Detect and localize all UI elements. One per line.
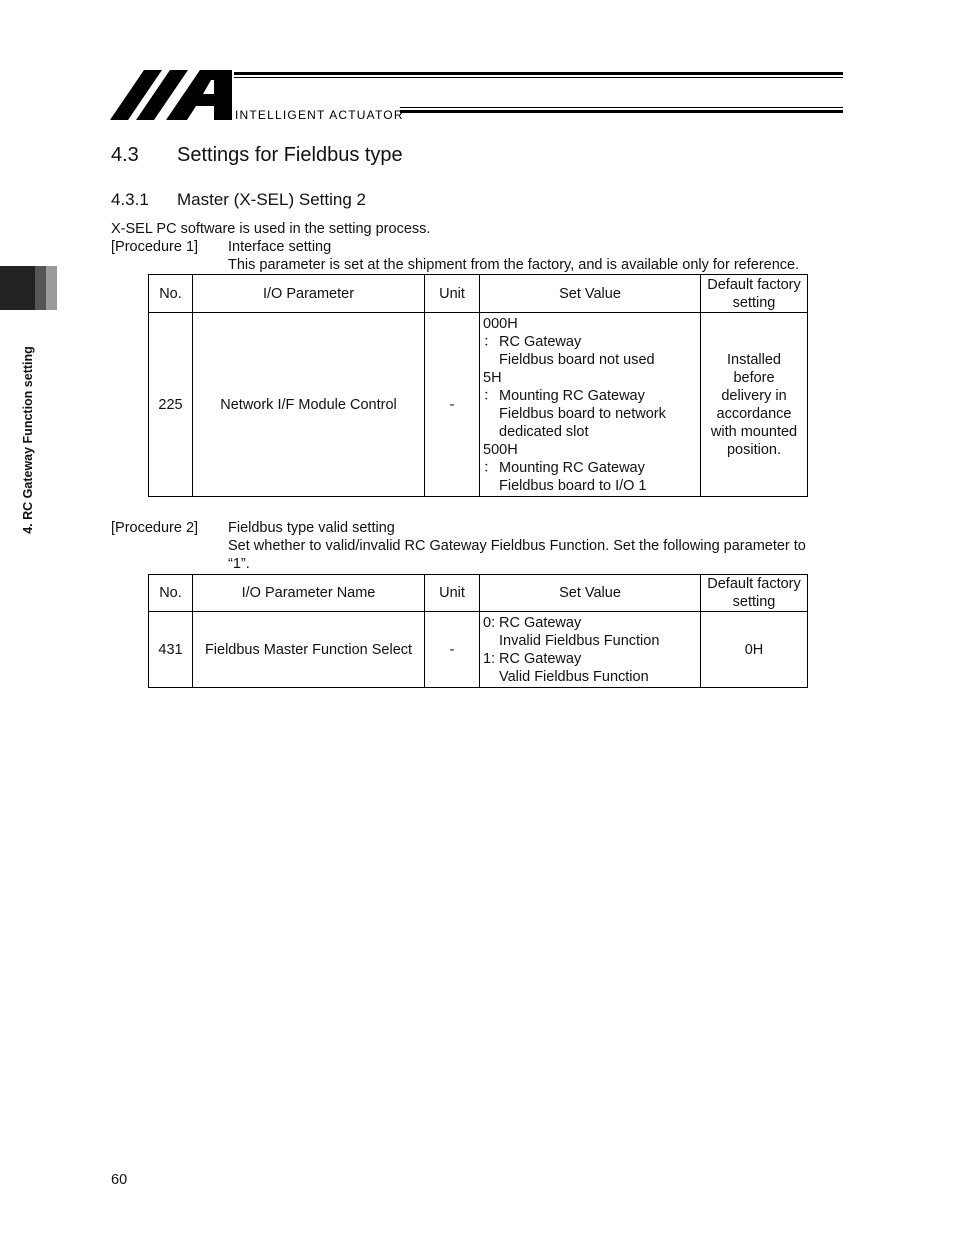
set-value-option [483, 614, 700, 632]
set-value-key: ： [483, 334, 498, 350]
parameter-table-2 [148, 574, 808, 688]
cell-parameter: Fieldbus Master Function Select [193, 612, 425, 688]
default-line: Installed [726, 351, 781, 368]
set-value-key: 0: [483, 615, 496, 631]
iai-logo [110, 68, 234, 122]
cell-unit: - [425, 313, 480, 497]
section-title: Settings for Fieldbus type [177, 144, 403, 166]
set-value-code: 5H [483, 370, 502, 386]
table-row [149, 313, 808, 497]
header-no: No. [149, 575, 193, 612]
set-value-detail: Fieldbus board not used [499, 352, 655, 368]
set-value-text: RC Gateway [499, 615, 582, 631]
set-value-option [483, 333, 700, 351]
header-io-parameter: I/O Parameter [193, 275, 425, 313]
procedure2-label: [Procedure 2] [111, 520, 199, 536]
header-rule-top-2 [234, 77, 843, 78]
set-value-text: RC Gateway [499, 334, 582, 350]
set-value-detail: Valid Fieldbus Function [499, 669, 649, 685]
set-value-detail: Invalid Fieldbus Function [499, 633, 660, 649]
set-value-key: ： [483, 460, 498, 476]
procedure2-description-line1: Set whether to valid/invalid RC Gateway Fieldbus Function. Set the following parameter to [228, 538, 806, 554]
header-set-value: Set Value [480, 575, 701, 612]
header-rule-bottom-2 [400, 110, 843, 113]
cell-set-value [480, 313, 701, 497]
subsection-title: Master (X-SEL) Setting 2 [177, 190, 366, 209]
header-no: No. [149, 275, 193, 313]
default-line: accordance [716, 405, 792, 422]
header-default: Default factory setting [701, 275, 808, 313]
table-header-row [149, 575, 808, 612]
set-value-code: 000H [483, 316, 518, 332]
chapter-tab-block [0, 266, 57, 310]
set-value-text: Mounting RC Gateway [499, 388, 645, 404]
set-value-detail: dedicated slot [499, 424, 589, 440]
set-value-code: 500H [483, 442, 518, 458]
cell-default [701, 313, 808, 497]
default-line: before [733, 369, 775, 386]
intro-text: X-SEL PC software is used in the setting process. [111, 221, 431, 237]
procedure1-label: [Procedure 1] [111, 239, 199, 255]
cell-unit: - [425, 612, 480, 688]
set-value-detail: Fieldbus board to I/O 1 [499, 478, 647, 494]
subsection-number: 4.3.1 [111, 190, 149, 209]
default-line: with mounted [710, 423, 798, 440]
set-value-detail: Fieldbus board to network [499, 406, 666, 422]
set-value-option [483, 459, 700, 477]
procedure1-description: This parameter is set at the shipment from the factory, and is available only for reference. [228, 257, 800, 273]
parameter-table-1 [148, 274, 808, 497]
chapter-tab-label: 4. RC Gateway Function setting [21, 346, 35, 534]
page-number: 60 [111, 1172, 128, 1188]
table-row [149, 612, 808, 688]
set-value-text: Mounting RC Gateway [499, 460, 645, 476]
brand-text: INTELLIGENT ACTUATOR [235, 108, 404, 122]
header-io-parameter-name: I/O Parameter Name [193, 575, 425, 612]
procedure2-title: Fieldbus type valid setting [228, 520, 395, 536]
default-line: position. [726, 441, 781, 458]
cell-no: 431 [149, 612, 193, 688]
cell-no: 225 [149, 313, 193, 497]
default-line: delivery in [721, 387, 787, 404]
cell-parameter: Network I/F Module Control [193, 313, 425, 497]
header-rule-bottom-1 [400, 107, 843, 108]
set-value-option [483, 387, 700, 405]
header-default: Default factory setting [701, 575, 808, 612]
set-value-text: RC Gateway [499, 651, 582, 667]
set-value-key: ： [483, 388, 498, 404]
header-unit: Unit [425, 275, 480, 313]
section-number: 4.3 [111, 144, 139, 166]
header-unit: Unit [425, 575, 480, 612]
procedure2-description-line2: “1”. [228, 556, 250, 572]
table-header-row [149, 275, 808, 313]
cell-default: 0H [701, 612, 808, 688]
set-value-key: 1: [483, 651, 496, 667]
header-rule-top-1 [234, 72, 843, 75]
procedure1-title: Interface setting [228, 239, 332, 255]
header-set-value: Set Value [480, 275, 701, 313]
cell-set-value [480, 612, 701, 688]
set-value-option [483, 650, 700, 668]
